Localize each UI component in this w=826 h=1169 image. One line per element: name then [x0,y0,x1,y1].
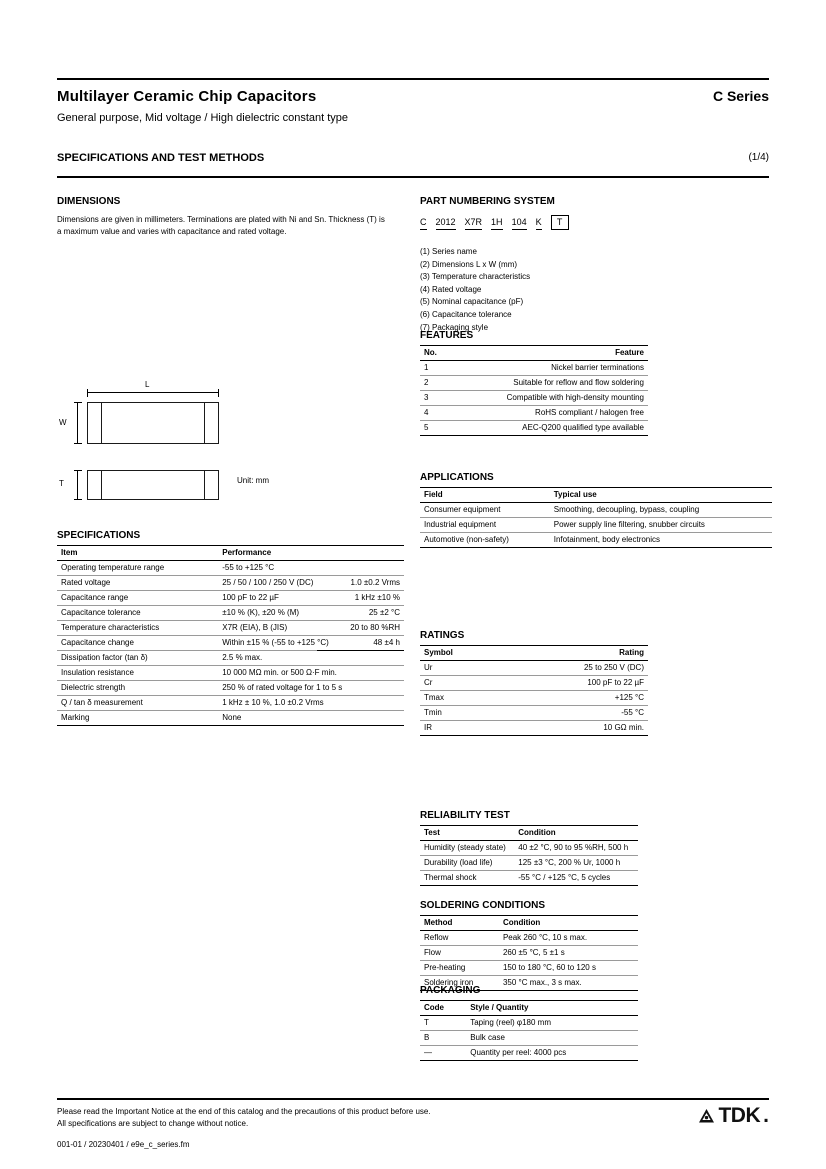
cell: B [420,1031,466,1046]
ratings-header-symbol: Symbol [420,646,500,661]
cell: -55 to +125 °C [218,561,404,576]
footer-notice [57,1106,577,1130]
chip-drawing [57,380,397,520]
legend-item-4: (4) Rated voltage [420,284,482,294]
part-segment-6-label: K [535,217,542,227]
cell: 2.5 % max. [218,651,404,666]
cell: Temperature characteristics [57,621,218,636]
legend-item-1: (1) Series name [420,247,477,256]
table-row [420,1016,638,1031]
table-row [420,871,638,886]
cell: T [420,1016,466,1031]
features-grid [420,345,648,436]
applications-header-field: Field [420,488,550,503]
table-row [420,961,638,976]
cell: Rated voltage [57,576,218,591]
length-label: L [145,380,150,389]
soldering-grid [420,915,638,991]
cell: 1.0 ±0.2 Vrms [317,576,404,591]
cell: Suitable for reflow and flow soldering [449,376,648,391]
dimensions-note: Dimensions are given in millimeters. Terminations are plated with Ni and Sn. Thickness (T) is a maximum value and varies with capacitance and rated voltage. [57,215,385,236]
thickness-dimension-arrow [77,470,78,500]
dimension-unit-note: Unit: mm [237,476,269,485]
table-row [420,856,638,871]
applications-title: APPLICATIONS [420,472,494,483]
cell: 25 to 250 V (DC) [500,661,648,676]
cell: 25 ±2 °C [317,606,404,621]
table-row [420,1046,638,1061]
table-row [420,706,648,721]
cell: X7R (EIA), B (JIS) [218,621,404,636]
part-numbering-block [420,196,770,230]
part-segment-4-rule [491,229,503,230]
cell: Dielectric strength [57,681,218,696]
applications-table [420,472,772,548]
table-header-row [420,646,648,661]
cell: Power supply line filtering, snubber circuits [550,518,772,533]
cell: 100 pF to 22 µF [218,591,404,606]
features-header-feature: Feature [449,346,648,361]
series-name: C Series [712,88,769,104]
page-indicator: (1/4) [748,152,769,163]
part-segment-1-label: C [420,217,427,227]
table-row [57,651,404,666]
table-row [420,533,772,548]
cell: Tmax [420,691,500,706]
table-header-row [420,916,638,931]
cell: Industrial equipment [420,518,550,533]
width-dimension-arrow [77,402,78,444]
cell: -55 °C [500,706,648,721]
legend-item-2: (2) Dimensions L x W (mm) [420,259,518,269]
table-row [317,606,404,621]
cell: 2 [420,376,449,391]
cell: Cr [420,676,500,691]
cell: 20 to 80 %RH [317,621,404,636]
table-row [420,661,648,676]
cell: Infotainment, body electronics [550,533,772,548]
footer-notice-line2: All specifications are subject to change without notice. [57,1119,249,1128]
cell: 125 ±3 °C, 200 % Ur, 1000 h [514,856,638,871]
features-title: FEATURES [420,330,474,341]
cell: AEC-Q200 qualified type available [449,421,648,436]
table-row [317,636,404,651]
cell: RoHS compliant / halogen free [449,406,648,421]
cell: 10 GΩ min. [500,721,648,736]
cell: Bulk case [466,1031,638,1046]
packaging-table [420,985,638,1061]
width-label: W [59,418,67,427]
cell: 1 kHz ± 10 %, 1.0 ±0.2 Vrms [218,696,404,711]
cell: Nickel barrier terminations [449,361,648,376]
table-row [317,591,404,606]
cell: Pre-heating [420,961,499,976]
cell: Taping (reel) φ180 mm [466,1016,638,1031]
part-segment-1 [420,217,427,230]
header-top-rule [57,78,769,80]
specifications-title: SPECIFICATIONS [57,530,141,541]
cell: 4 [420,406,449,421]
table-header-row [420,488,772,503]
section-heading: SPECIFICATIONS AND TEST METHODS [57,152,265,164]
part-segment-7-label: T [551,215,569,230]
cell: Capacitance range [57,591,218,606]
table-row [57,666,404,681]
part-segment-6-rule [536,229,542,230]
cell: ±10 % (K), ±20 % (M) [218,606,404,621]
measurement-conditions-grid [317,575,404,651]
cell: 5 [420,421,449,436]
table-row [420,518,772,533]
packaging-header-style: Style / Quantity [466,1001,638,1016]
soldering-title: SOLDERING CONDITIONS [420,900,546,911]
cell: Quantity per reel: 4000 pcs [466,1046,638,1061]
part-segment-5 [512,217,527,230]
table-row [420,391,648,406]
table-row [317,576,404,591]
features-header-no: No. [420,346,449,361]
table-row [420,1031,638,1046]
part-number-segments [420,215,770,230]
applications-header-use: Typical use [550,488,772,503]
cell: Peak 260 °C, 10 s max. [499,931,638,946]
cell: — [420,1046,466,1061]
cell: 350 °C max., 3 s max. [499,976,638,991]
cell: Q / tan δ measurement [57,696,218,711]
table-row [420,503,772,518]
table-row [420,406,648,421]
packaging-grid [420,1000,638,1061]
page-title: Multilayer Ceramic Chip Capacitors [57,88,317,105]
table-row [420,691,648,706]
table-row [420,721,648,736]
soldering-header-method: Method [420,916,499,931]
specs-header-item: Item [57,546,218,561]
table-row [420,676,648,691]
part-segment-6 [536,217,542,230]
cell: Durability (load life) [420,856,514,871]
tdk-mark-icon [698,1108,715,1125]
packaging-title: PACKAGING [420,985,481,996]
cell: 250 % of rated voltage for 1 to 5 s [218,681,404,696]
part-segment-5-label: 104 [511,217,527,227]
chip-side-terminal-right [204,471,218,499]
cell: None [218,711,404,726]
table-header-row [420,346,648,361]
soldering-header-condition: Condition [499,916,638,931]
legend-item-5: (5) Nominal capacitance (pF) [420,297,524,307]
table-row [420,421,648,436]
ratings-header-rating: Rating [500,646,648,661]
cell: Reflow [420,931,499,946]
cell: Automotive (non-safety) [420,533,550,548]
soldering-table [420,900,638,991]
chip-top-view [87,402,219,444]
cell: Capacitance change [57,636,218,651]
cell: IR [420,721,500,736]
reliability-title: RELIABILITY TEST [420,810,510,821]
cell: 40 ±2 °C, 90 to 95 %RH, 500 h [514,841,638,856]
part-segment-5-rule [512,229,527,230]
cell: Consumer equipment [420,503,550,518]
table-header-row [420,1001,638,1016]
features-table [420,330,648,436]
cell: 260 ±5 °C, 5 ±1 s [499,946,638,961]
chip-terminal-left [88,403,102,443]
applications-grid [420,487,772,548]
table-row [57,696,404,711]
part-segment-2-rule [436,229,456,230]
tdk-wordmark: TDK [718,1104,761,1127]
cell: 1 kHz ±10 % [317,591,404,606]
reliability-header-test: Test [420,826,514,841]
thickness-label: T [59,479,64,488]
part-segment-2-label: 2012 [435,217,456,227]
table-header-row [420,826,638,841]
chip-side-view [87,470,219,500]
part-segment-4-label: 1H [491,217,503,227]
tdk-period: . [763,1104,769,1127]
cell: Dissipation factor (tan δ) [57,651,218,666]
reliability-table [420,810,638,886]
document-revision: 001-01 / 20230401 / e9e_c_series.fm [57,1140,190,1149]
part-segment-4 [491,217,503,230]
cell: Marking [57,711,218,726]
table-row [420,946,638,961]
part-segment-1-rule [420,229,427,230]
measurement-conditions-table [317,575,404,651]
part-numbering-title: PART NUMBERING SYSTEM [420,196,555,207]
legend-item-7: (7) Packaging style [420,322,489,332]
table-row [57,561,404,576]
part-segment-3-label: X7R [464,217,483,227]
part-segment-7 [551,215,569,230]
cell: 48 ±4 h [317,636,404,651]
tdk-logo [698,1104,769,1128]
cell: Humidity (steady state) [420,841,514,856]
cell: Thermal shock [420,871,514,886]
cell: 3 [420,391,449,406]
legend-item-3: (3) Temperature characteristics [420,272,531,282]
cell: -55 °C / +125 °C, 5 cycles [514,871,638,886]
reliability-grid [420,825,638,886]
cell: Capacitance tolerance [57,606,218,621]
cell: Ur [420,661,500,676]
part-segment-3-rule [465,229,483,230]
cell: Operating temperature range [57,561,218,576]
reliability-header-condition: Condition [514,826,638,841]
cell: Flow [420,946,499,961]
table-header-row [57,546,404,561]
table-row [420,376,648,391]
header-bottom-rule [57,176,769,178]
ratings-grid [420,645,648,736]
dimensions-title: DIMENSIONS [57,196,121,207]
cell: 1 [420,361,449,376]
ratings-title: RATINGS [420,630,465,641]
legend-item-6: (6) Capacitance tolerance [420,309,512,319]
table-row [420,931,638,946]
cell: +125 °C [500,691,648,706]
chip-terminal-right [204,403,218,443]
table-row [420,361,648,376]
cell: Tmin [420,706,500,721]
part-numbering-legend [420,246,772,334]
cell: 25 / 50 / 100 / 250 V (DC) [218,576,404,591]
page-subtitle: General purpose, Mid voltage / High dielectric constant type [57,112,349,124]
cell: 100 pF to 22 µF [500,676,648,691]
specs-header-performance: Performance [218,546,404,561]
chip-side-terminal-left [88,471,102,499]
part-segment-3 [465,217,483,230]
table-row [420,841,638,856]
cell: Soldering iron [420,976,499,991]
cell: Within ±15 % (-55 to +125 °C) [218,636,404,651]
footer-notice-line1: Please read the Important Notice at the end of this catalog and the precautions of this product before use. [57,1107,431,1116]
cell: 10 000 MΩ min. or 500 Ω·F min. [218,666,404,681]
cell: Compatible with high-density mounting [449,391,648,406]
table-row [57,681,404,696]
cell: Smoothing, decoupling, bypass, coupling [550,503,772,518]
part-segment-2 [436,217,456,230]
cell: Insulation resistance [57,666,218,681]
table-row [317,621,404,636]
table-row [57,711,404,726]
packaging-header-code: Code [420,1001,466,1016]
cell: 150 to 180 °C, 60 to 120 s [499,961,638,976]
length-dimension-arrow [87,392,219,393]
footer-rule [57,1098,769,1100]
ratings-table [420,630,648,736]
